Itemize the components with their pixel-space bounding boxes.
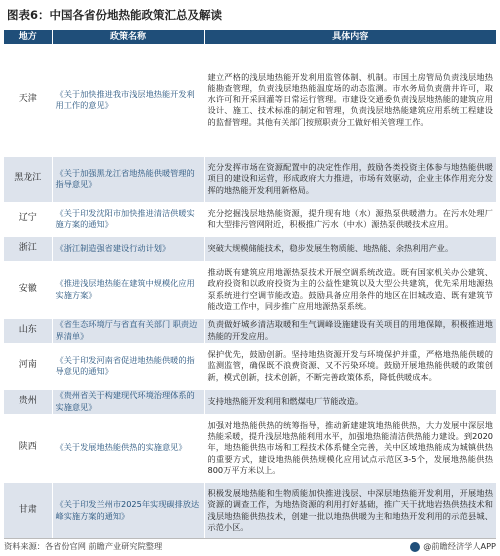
brand-watermark	[410, 541, 496, 552]
region-cell: 山东	[4, 318, 52, 343]
brand-label: @前瞻经济学人APP	[423, 541, 496, 551]
policy-name-cell: 《推进浅层地热能在建筑中规模化应用实施方案》	[52, 261, 204, 318]
detail-cell: 负责做好城乡清洁取暖和生气调峰设施建设有关项目的用地保障，积极推进地热能的开发应用。	[204, 318, 496, 343]
table-header-row	[4, 30, 496, 44]
region-cell: 河南	[4, 343, 52, 389]
detail-cell: 支持地热能开发利用和燃煤电厂节能改造。	[204, 389, 496, 414]
policy-name-cell: 《浙江制造强省建设行动计划》	[52, 236, 204, 261]
policy-name-cell: 《关于印发沈阳市加快推进清洁供暖实施方案的通知》	[52, 202, 204, 236]
detail-cell: 推动既有建筑应用地源热泵技术开展空调系统改造。既有国家机关办公建筑、政府投资和以政府投资为主的公益性建筑以及大型公共建筑，优先采用地源热泵系统进行空调节能改造。鼓励具备应用条件的地区在旧城改造、既有建筑节能改造工作中，同步推广应用地源热泵系统。	[204, 261, 496, 318]
detail-cell: 加强对地热能供热的统筹指导，推动新建建筑地热能供热，大力发展中深层地热能采暖，提升浅层地热能利用水平，加强地热能清洁供热能力建设。到2020年，地热能供热市场和工程技术体系健全完善，关中区域地热能成为城镇供热的重要方式，建设地热能供热规模化应用试点示范区3-5个，发展地热能供热800万平方米以上。	[204, 414, 496, 482]
table-row	[4, 202, 496, 236]
table-row	[4, 414, 496, 482]
table-row	[4, 389, 496, 414]
policy-name-cell: 《关于加快推进我市浅层地热能开发利用工作的意见》	[52, 44, 204, 156]
brand-logo-icon	[410, 542, 420, 552]
table-row	[4, 482, 496, 539]
policy-name-cell: 《关于发展地热能供热的实施意见》	[52, 414, 204, 482]
policy-name-cell: 《关于印发河南省促进地热能供暖的指导意见的通知》	[52, 343, 204, 389]
table-row	[4, 236, 496, 261]
region-cell: 陕西	[4, 414, 52, 482]
policy-name-cell: 《贵州省关于构建现代环境治理体系的实施意见》	[52, 389, 204, 414]
table-row	[4, 44, 496, 156]
policy-name-cell: 《省生态环境厅与省直有关部门 职责边界清单》	[52, 318, 204, 343]
footer	[4, 538, 496, 554]
detail-cell: 突破大规模储能技术，稳步发展生物质能、地热能、余热利用产业。	[204, 236, 496, 261]
header-detail: 具体内容	[204, 30, 496, 44]
detail-cell: 充分挖掘浅层地热能资源，提升现有地（水）源热泵供暖潜力。在污水处理厂和大型排污管网附近，积极推广污水（中水）源热泵供暖技术应用。	[204, 202, 496, 236]
table-row	[4, 156, 496, 202]
header-region: 地方	[4, 30, 52, 44]
table-row	[4, 343, 496, 389]
region-cell: 黑龙江	[4, 156, 52, 202]
header-policy: 政策名称	[52, 30, 204, 44]
source-note: 资料来源：各省份官网 前瞻产业研究院整理	[4, 541, 163, 551]
policy-table	[4, 30, 496, 540]
region-cell: 辽宁	[4, 202, 52, 236]
detail-cell: 建立严格的浅层地热能开发利用监管体制、机制。市国土房管局负责浅层地热能勘查管理，负责浅层地热能温度场的动态监测。市水务局负责凿井许可，取水许可和开采回灌等日常运行管理。市建设交通委负责浅层地热能的建筑应用设计、施工、技术标准的制定和管理，负责浅层地热能建筑应用系统工程建设的监督管理。其他有关部门按照职责分工做好相关管理工作。	[204, 44, 496, 156]
policy-name-cell: 《关于印发兰州市2025年实现碳排放达峰实施方案的通知》	[52, 482, 204, 539]
region-cell: 甘肃	[4, 482, 52, 539]
region-cell: 贵州	[4, 389, 52, 414]
region-cell: 天津	[4, 44, 52, 156]
detail-cell: 充分发挥市场在资源配置中的决定性作用，鼓励各类投资主体参与地热能供暖项目的建设和运营，形成政府大力推进，市场有效驱动，企业主体作用充分发挥的地热能开发利用新格局。	[204, 156, 496, 202]
chart-title: 图表6：中国各省份地热能政策汇总及解读	[7, 8, 222, 22]
detail-cell: 积极发展地热能和生物质能加快推进浅层、中深层地热能开发利用，开展地热资源的调查工作，为地热资源的利用打好基础，推广天干扰地岩热供热技术和浅层地热能供热技术，创建一批以地热供暖为主和地热开发利用的示范县城、示范小区。	[204, 482, 496, 539]
table-row	[4, 261, 496, 318]
table-row	[4, 318, 496, 343]
region-cell: 浙江	[4, 236, 52, 261]
detail-cell: 保护优先，鼓励创新。坚持地热资源开发与环境保护并重，严格地热能供暖的监测监管，确保既不浪费资源、又不污染环境。鼓励开展地热能供暖的政策创新，模式创新，技术创新，不断完善政策体系，降低供暖成本。	[204, 343, 496, 389]
policy-name-cell: 《关于加强黑龙江省地热能供暖管理的指导意见》	[52, 156, 204, 202]
region-cell: 安徽	[4, 261, 52, 318]
